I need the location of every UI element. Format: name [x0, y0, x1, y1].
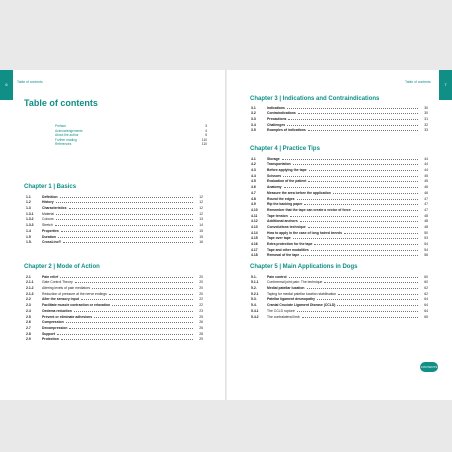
- dot-leader: [290, 216, 418, 217]
- entry-number: 2.9: [26, 337, 31, 342]
- entry-page: 64: [424, 308, 428, 313]
- entry-number: 1.3.2: [26, 217, 34, 222]
- entry-title: Colours: [42, 217, 54, 222]
- entry-number: 2.1.2: [26, 286, 34, 291]
- entry-page: 22: [199, 303, 203, 308]
- entry-title: Extra protection for the tape: [267, 242, 313, 246]
- dot-leader: [284, 187, 418, 188]
- dot-leader: [307, 288, 419, 289]
- dot-leader: [94, 317, 193, 318]
- front-matter-item[interactable]: Further reading 110: [55, 137, 207, 142]
- entry-number: 5.4.: [251, 303, 257, 308]
- entry-title: Definition: [42, 194, 58, 199]
- entry-title: Taping for medial patellar luxation stabilisation: [267, 291, 337, 296]
- entry-page: 45: [424, 179, 428, 184]
- entry-title: Additional anchors: [267, 219, 298, 224]
- entry-title: Transportation: [267, 162, 291, 167]
- entry-title: Cranial Cruciate Ligament Disease (CCLD): [267, 303, 336, 308]
- entry-number: 1.3.1: [26, 211, 34, 216]
- dot-leader: [63, 242, 193, 243]
- dot-leader: [304, 204, 418, 205]
- entry-page: 48: [424, 213, 428, 218]
- entry-page: 46: [424, 185, 428, 190]
- entry-number: 3.3: [251, 117, 256, 122]
- entry-page: 29: [199, 337, 203, 342]
- dot-leader: [61, 231, 193, 232]
- entry-title: Stretch: [42, 223, 53, 228]
- toc-entry[interactable]: [251, 252, 428, 258]
- entry-page: 32: [424, 122, 428, 127]
- entry-title: Challenges: [267, 122, 286, 127]
- entry-title: Material: [42, 211, 55, 216]
- entry-title: Tape and other modalities: [267, 247, 309, 252]
- entry-number: 2.2: [26, 297, 31, 302]
- entry-number: 5.3.: [251, 297, 257, 302]
- entry-page: 44: [424, 162, 428, 167]
- entry-page: 54: [424, 247, 428, 252]
- dot-leader: [61, 339, 193, 340]
- entry-title: Pain relief: [42, 274, 59, 279]
- chapter-2-heading: Chapter 2 | Mode of Action: [24, 264, 100, 270]
- entry-page: 44: [424, 156, 428, 161]
- entry-title: Examples of indications: [267, 128, 306, 133]
- entry-title: Facilitate muscle contraction or relaxation: [42, 303, 111, 308]
- dot-leader: [293, 238, 418, 239]
- chapter-1-entries: [26, 193, 203, 244]
- entry-title: Convolutions technique: [267, 224, 306, 229]
- chapter-4-heading: Chapter 4 | Practice Tips: [250, 146, 320, 152]
- entry-page: 54: [424, 242, 428, 246]
- running-head-left: Table of contents: [17, 80, 43, 84]
- entry-title: History: [42, 200, 54, 205]
- dot-leader: [302, 317, 418, 318]
- entry-page: 31: [424, 117, 428, 122]
- entry-title: Removal of the tape: [267, 253, 300, 258]
- entry-number: 4.17: [251, 247, 258, 252]
- dot-leader: [56, 202, 193, 203]
- entry-page: 64: [424, 303, 428, 308]
- dot-leader: [308, 130, 418, 131]
- entry-title: Compression: [42, 320, 64, 325]
- entry-number: 1.2: [26, 200, 31, 205]
- dot-leader: [309, 170, 418, 171]
- entry-page: 56: [424, 253, 428, 258]
- dot-leader: [75, 282, 193, 283]
- entry-page: 28: [199, 331, 203, 336]
- entry-page: 30: [424, 105, 428, 110]
- entry-title: The CCLD rupture: [267, 308, 295, 313]
- entry-page: 33: [424, 128, 428, 133]
- dot-leader: [74, 311, 193, 312]
- entry-title: Evaluation of the patient: [267, 179, 307, 184]
- entry-page: 14: [199, 223, 203, 228]
- dot-leader: [56, 214, 193, 215]
- dot-leader: [57, 334, 193, 335]
- entry-number: 5.1.: [251, 274, 257, 279]
- toc-entry[interactable]: [251, 127, 428, 133]
- entry-page: 26: [199, 320, 203, 325]
- entry-page: 48: [424, 224, 428, 229]
- entry-number: 2.1.1: [26, 280, 34, 285]
- dot-leader: [282, 159, 418, 160]
- chapter-2-entries: [26, 273, 203, 341]
- dot-leader: [288, 119, 418, 120]
- dot-leader: [293, 164, 418, 165]
- dot-leader: [81, 299, 193, 300]
- entry-number: 4.16: [251, 242, 258, 246]
- dot-leader: [58, 237, 193, 238]
- dot-leader: [297, 311, 418, 312]
- entry-number: 2.3: [26, 303, 31, 308]
- dot-leader: [297, 199, 418, 200]
- dot-leader: [69, 328, 193, 329]
- dot-leader: [333, 193, 418, 194]
- dot-leader: [283, 176, 418, 177]
- entry-title: Tape over tape: [267, 236, 291, 241]
- entry-number: 2.4: [26, 308, 31, 313]
- entry-page: 20: [199, 291, 203, 296]
- entry-page: 62: [424, 286, 428, 291]
- running-head-right: Table of contents: [405, 80, 431, 84]
- entry-title: Pain control: [267, 274, 287, 279]
- entry-number: 4.10: [251, 207, 258, 212]
- entry-number: 4.15: [251, 236, 258, 241]
- dot-leader: [287, 108, 418, 109]
- entry-number: 4.8: [251, 196, 256, 201]
- dot-leader: [60, 197, 193, 198]
- entry-number: 1.5.: [26, 240, 32, 245]
- dot-leader: [55, 225, 193, 226]
- dot-leader: [298, 113, 418, 114]
- entry-page: 12: [199, 211, 203, 216]
- entry-number: 4.7: [251, 190, 256, 195]
- entry-page: 48: [424, 219, 428, 224]
- entry-number: 1.1: [26, 194, 31, 199]
- dot-leader: [69, 208, 193, 209]
- entry-title: Indications: [267, 105, 285, 110]
- entry-title: Gate Control Theory: [42, 280, 73, 285]
- entry-title: Oedema reduction: [42, 308, 72, 313]
- entry-page: 47: [424, 196, 428, 201]
- entry-title: Scissors: [267, 173, 282, 178]
- dot-leader: [300, 221, 418, 222]
- entry-title: Reduction of pressure at the nerve endings: [42, 291, 107, 296]
- entry-page: 15: [199, 234, 203, 239]
- chapter-4-entries: [251, 155, 428, 257]
- dot-leader: [308, 227, 418, 228]
- dot-leader: [60, 277, 193, 278]
- entry-title: Before applying the tape: [267, 168, 307, 173]
- entry-number: 1.3: [26, 206, 31, 211]
- entry-number: 2.7: [26, 325, 31, 330]
- entry-title: Medial patellar luxation: [267, 286, 305, 291]
- entry-number: 4.2: [251, 162, 256, 167]
- dot-leader: [317, 299, 418, 300]
- entry-page: 44: [424, 168, 428, 173]
- entry-page: 53: [424, 236, 428, 241]
- dot-leader: [92, 288, 193, 289]
- dot-leader: [338, 294, 418, 295]
- entry-page: 23: [199, 308, 203, 313]
- dot-leader: [344, 233, 418, 234]
- toc-entry[interactable]: [26, 336, 203, 342]
- entry-title: Anatomy: [267, 185, 282, 190]
- dot-leader: [324, 282, 418, 283]
- entry-page: 60: [424, 280, 428, 285]
- chapter-5-entries: [251, 273, 428, 319]
- entry-number: 3.1: [251, 105, 256, 110]
- entry-page: 15: [199, 228, 203, 233]
- dot-leader: [301, 255, 418, 256]
- entry-number: 4.4: [251, 173, 256, 178]
- entry-title: Rip the backing paper: [267, 202, 303, 207]
- front-matter-list: [55, 124, 207, 147]
- toc-entry[interactable]: [251, 313, 428, 319]
- entry-title: Conforemal joint pain: The technique: [267, 280, 323, 285]
- entry-number: 1.5: [26, 234, 31, 239]
- entry-page: 30: [424, 111, 428, 116]
- entry-number: 4.14: [251, 230, 258, 235]
- dot-leader: [287, 125, 418, 126]
- entry-title: CrossLinc®: [42, 240, 62, 245]
- entry-page: 64: [424, 297, 428, 302]
- toc-entry[interactable]: [26, 239, 203, 245]
- entry-title: Protection: [42, 337, 59, 342]
- entry-number: 4.3: [251, 168, 256, 173]
- chapter-5-heading: Chapter 5 | Main Applications in Dogs: [250, 264, 358, 270]
- entry-title: Round the edges: [267, 196, 295, 201]
- entry-title: Prevent or eliminate adhesions: [42, 314, 93, 319]
- entry-title: Tape tension: [267, 213, 288, 218]
- dot-leader: [308, 181, 418, 182]
- chapter-3-heading: Chapter 3 | Indications and Contraindications: [250, 96, 380, 102]
- entry-page: 62: [424, 291, 428, 296]
- dot-leader: [112, 305, 193, 306]
- entry-title: Measure the area before the application: [267, 190, 331, 195]
- entry-title: Storage: [267, 156, 280, 161]
- entry-page: 46: [424, 190, 428, 195]
- front-matter-item[interactable]: Acknowledgements 4: [55, 128, 207, 133]
- entry-number: 4.11: [251, 213, 258, 218]
- entry-title: How to apply in the case of long haired breeds: [267, 230, 342, 235]
- dot-leader: [353, 210, 418, 211]
- entry-title: Support: [42, 331, 55, 336]
- entry-number: 4.13: [251, 224, 258, 229]
- entry-number: 5.1.1: [251, 280, 259, 285]
- entry-title: Characteristics: [42, 206, 67, 211]
- entry-number: 2.8: [26, 331, 31, 336]
- page-title: Table of contents: [24, 98, 98, 108]
- entry-title: Altering levels of pain mediators: [42, 286, 91, 291]
- entry-number: 5.4.2: [251, 314, 259, 319]
- entry-title: The contralateral limb: [267, 314, 300, 319]
- dot-leader: [56, 219, 193, 220]
- entry-page: 12: [199, 194, 203, 199]
- entry-number: 3.5: [251, 128, 256, 133]
- entry-page: 45: [424, 173, 428, 178]
- entry-title: Contraindications: [267, 111, 296, 116]
- entry-number: 5.2.: [251, 286, 257, 291]
- entry-number: 2.6: [26, 320, 31, 325]
- entry-number: 3.2: [251, 111, 256, 116]
- entry-page: 20: [199, 280, 203, 285]
- entry-page: 60: [424, 274, 428, 279]
- dot-leader: [337, 305, 418, 306]
- entry-page: 13: [199, 217, 203, 222]
- entry-title: Alter the sensory input: [42, 297, 79, 302]
- entry-page: 20: [199, 274, 203, 279]
- book-gutter: [225, 70, 227, 400]
- chapter-1-heading: Chapter 1 | Basics: [24, 184, 77, 190]
- entry-page: 47: [424, 202, 428, 207]
- entry-number: 4.6: [251, 185, 256, 190]
- entry-number: 4.5: [251, 179, 256, 184]
- contents-badge: CONTENTS: [420, 362, 438, 372]
- entry-number: 4.12: [251, 219, 258, 224]
- front-matter-item[interactable]: Preface 3: [55, 124, 207, 128]
- entry-page: 50: [424, 230, 428, 235]
- entry-page: 26: [199, 325, 203, 330]
- entry-title: Properties: [42, 228, 59, 233]
- front-matter-item[interactable]: References 110: [55, 142, 207, 147]
- entry-number: 1.3.3: [26, 223, 34, 228]
- entry-number: 5.4.1: [251, 308, 259, 313]
- dot-leader: [289, 277, 418, 278]
- front-matter-item[interactable]: About the author 5: [55, 133, 207, 138]
- entry-number: 2.1.3: [26, 291, 34, 296]
- page-number-tab-right: 7: [439, 70, 452, 100]
- entry-page: 22: [199, 297, 203, 302]
- chapter-3-entries: [251, 104, 428, 132]
- entry-page: 12: [199, 200, 203, 205]
- entry-number: 5.2.1: [251, 291, 259, 296]
- entry-title: Decompression: [42, 325, 68, 330]
- dot-leader: [314, 244, 418, 245]
- entry-title: Duration: [42, 234, 56, 239]
- page-number-tab-left: 6: [0, 70, 13, 100]
- dot-leader: [109, 294, 193, 295]
- entry-title: Patellar ligament desmopathy: [267, 297, 316, 302]
- entry-page: 20: [199, 286, 203, 291]
- entry-number: 3.4: [251, 122, 256, 127]
- entry-number: 4.1: [251, 156, 256, 161]
- entry-page: 16: [199, 240, 203, 245]
- entry-page: 47: [424, 207, 428, 212]
- entry-page: 25: [199, 314, 203, 319]
- entry-page: 12: [199, 206, 203, 211]
- entry-title: Remember that the tape can create a vector of force: [267, 207, 351, 212]
- dot-leader: [66, 322, 193, 323]
- entry-page: 65: [424, 314, 428, 319]
- entry-number: 2.1: [26, 274, 31, 279]
- entry-number: 1.4: [26, 228, 31, 233]
- dot-leader: [311, 250, 418, 251]
- entry-number: 4.9: [251, 202, 256, 207]
- entry-title: Precautions: [267, 117, 287, 122]
- entry-number: 4.18: [251, 253, 258, 258]
- entry-number: 2.5: [26, 314, 31, 319]
